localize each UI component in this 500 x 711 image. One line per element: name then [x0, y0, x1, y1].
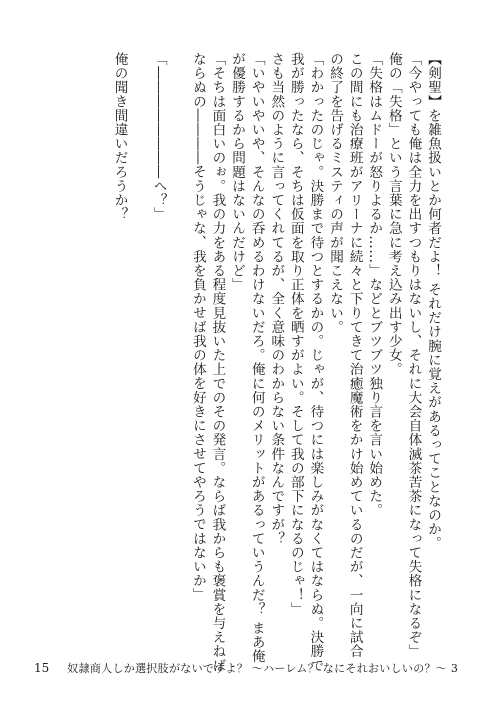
- text-line: 「今やっても俺は全力を出すつもりはないし、それに大会自体滅茶苦茶になって失格になるぞ」: [405, 52, 422, 659]
- running-title: 奴隷商人しか選択肢がないですよ？ ～ハーレム？ なにそれおいしいの？～ 3: [67, 662, 459, 675]
- text-line: 「――――――――へ？」: [150, 52, 167, 222]
- text-line: の終了を告げるミスティの声が聞こえない。: [327, 52, 344, 334]
- text-line: 我が勝ったなら、そちは仮面を取り正体を晒すがよい。そして我の部下になるのじゃ！」: [287, 52, 304, 616]
- text-line: 「わかったのじゃ。決勝まで待つとするかの。じゃが、待つには楽しみがなくてはならぬ。決勝で: [307, 52, 324, 673]
- text-line: 【剣聖】を雑魚扱いとか何者だよ！ それだけ腕に覚えがあるってことなのか。: [425, 52, 441, 551]
- page-number: 15: [34, 661, 50, 675]
- text-line: ならぬの――――そうじゃな、我を負かせば我の体を好きにさせてやろうではないか」: [189, 52, 206, 602]
- text-line: この間にも治療班がアリーナに続々と下りてきて治癒魔術をかけ始めているのだが、一向に試合: [346, 52, 363, 659]
- text-line: 「いやいやいや、そんなの呑めるわけないだろ。俺に何のメリットがあるっていうんだ？ まあ俺: [248, 52, 265, 664]
- text-line: 「そちは面白いのぉ。我の力をある程度見抜いた上でのその発言。ならば我からも褒賞を与えねば: [209, 52, 226, 673]
- page-footer: [34, 660, 458, 676]
- text-line: 「失格はムドーが怒りよるか……」などとブツブツ独り言を言い始めた。: [366, 52, 383, 518]
- text-line: さも当然のように言ってくれてるが、全く意味のわからない条件なんですが？: [268, 52, 285, 546]
- text-line: が優勝するから問題はないんだけど」: [229, 52, 246, 292]
- blank-line: [129, 52, 149, 612]
- text-line: 俺の聞き間違いだろうか？: [111, 52, 128, 222]
- blank-line: [168, 52, 188, 612]
- text-line: 俺の「失格」という言葉に急に考え込み出す少女。: [385, 52, 402, 377]
